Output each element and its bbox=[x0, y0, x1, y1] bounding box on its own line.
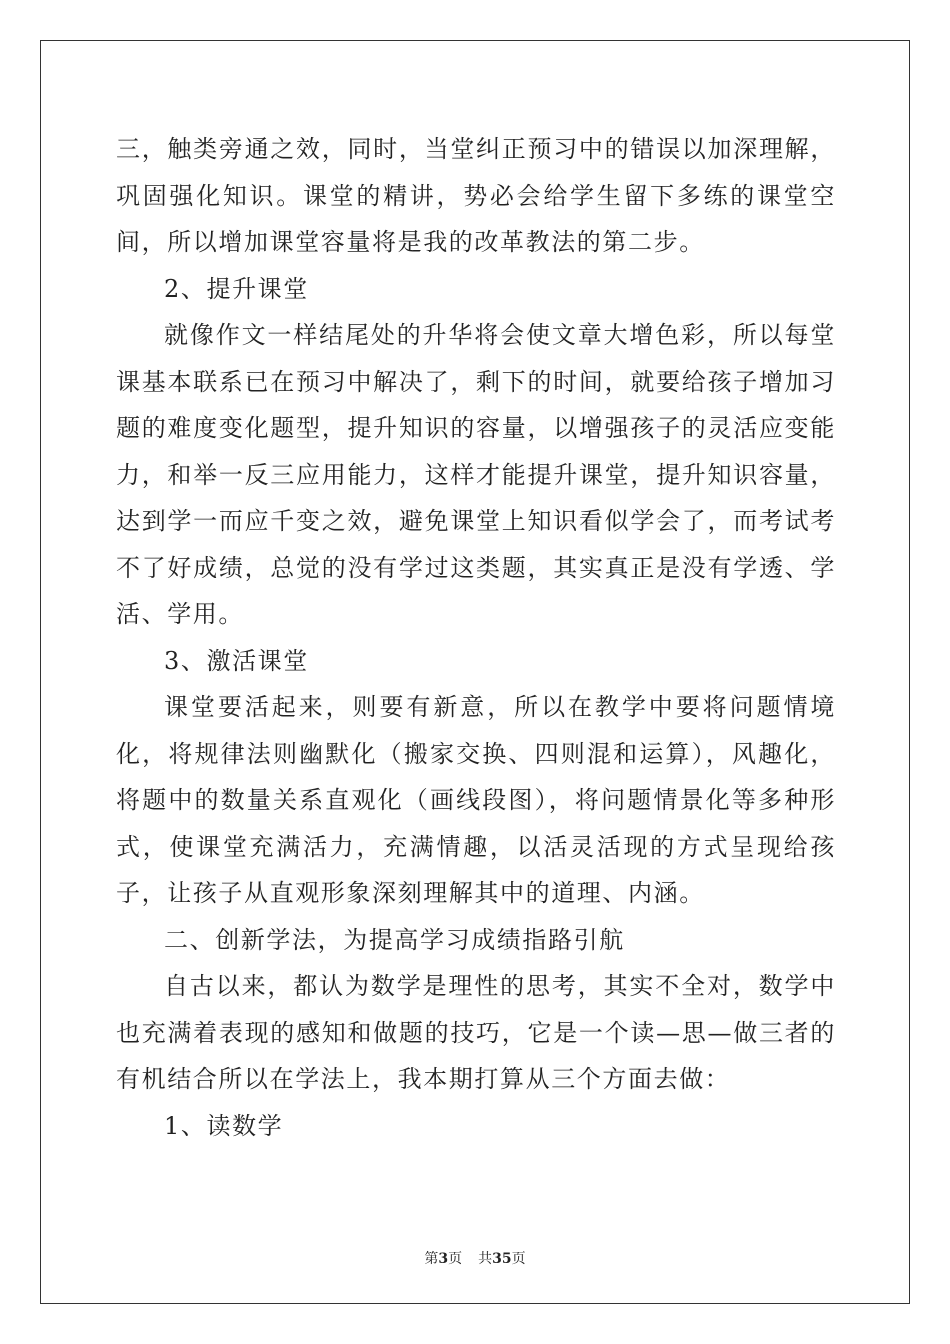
page-number: 3 bbox=[438, 1251, 449, 1267]
section-heading: 二、创新学法，为提高学习成绩指路引航 bbox=[164, 925, 625, 954]
document-body bbox=[116, 126, 836, 1149]
paragraph: 三，触类旁通之效，同时，当堂纠正预习中的错误以加深理解，巩固强化知识。课堂的精讲，势必会给学生留下多练的课堂空间，所以增加课堂容量将是我的改革教法的第二步。 bbox=[116, 135, 836, 256]
paragraph: 就像作文一样结尾处的升华将会使文章大增色彩，所以每堂课基本联系已在预习中解决了，剩下的时间，就要给孩子增加习题的难度变化题型，提升知识的容量，以增强孩子的灵活应变能力，和举一反三应用能力，这样才能提升课堂，提升知识容量，达到学一而应千变之效，避免课堂上知识看似学会了，而考试考不了好成绩，总觉的没有学过这类题，其实真正是没有学透、学活、学用。 bbox=[116, 321, 836, 628]
paragraph: 自古以来，都认为数学是理性的思考，其实不全对，数学中也充满着表现的感知和做题的技巧，它是一个读—思—做三者的有机结合所以在学法上，我本期打算从三个方面去做： bbox=[116, 972, 836, 1093]
section-heading: 2、提升课堂 bbox=[164, 274, 309, 303]
total-pages-label: 共35页 bbox=[478, 1251, 526, 1267]
paragraph: 课堂要活起来，则要有新意，所以在教学中要将问题情境化，将规律法则幽默化（搬家交换、四则混和运算），风趣化，将题中的数量关系直观化（画线段图），将问题情景化等多种形式，使课堂充满活力，充满情趣，以活灵活现的方式呈现给孩子，让孩子从直观形象深刻理解其中的道理、内涵。 bbox=[116, 693, 836, 907]
page-footer bbox=[0, 1248, 950, 1268]
section-heading: 1、读数学 bbox=[164, 1111, 284, 1140]
section-heading: 3、激活课堂 bbox=[164, 646, 309, 675]
page-number-label: 第3页 bbox=[424, 1251, 463, 1267]
total-pages: 35 bbox=[492, 1251, 512, 1267]
